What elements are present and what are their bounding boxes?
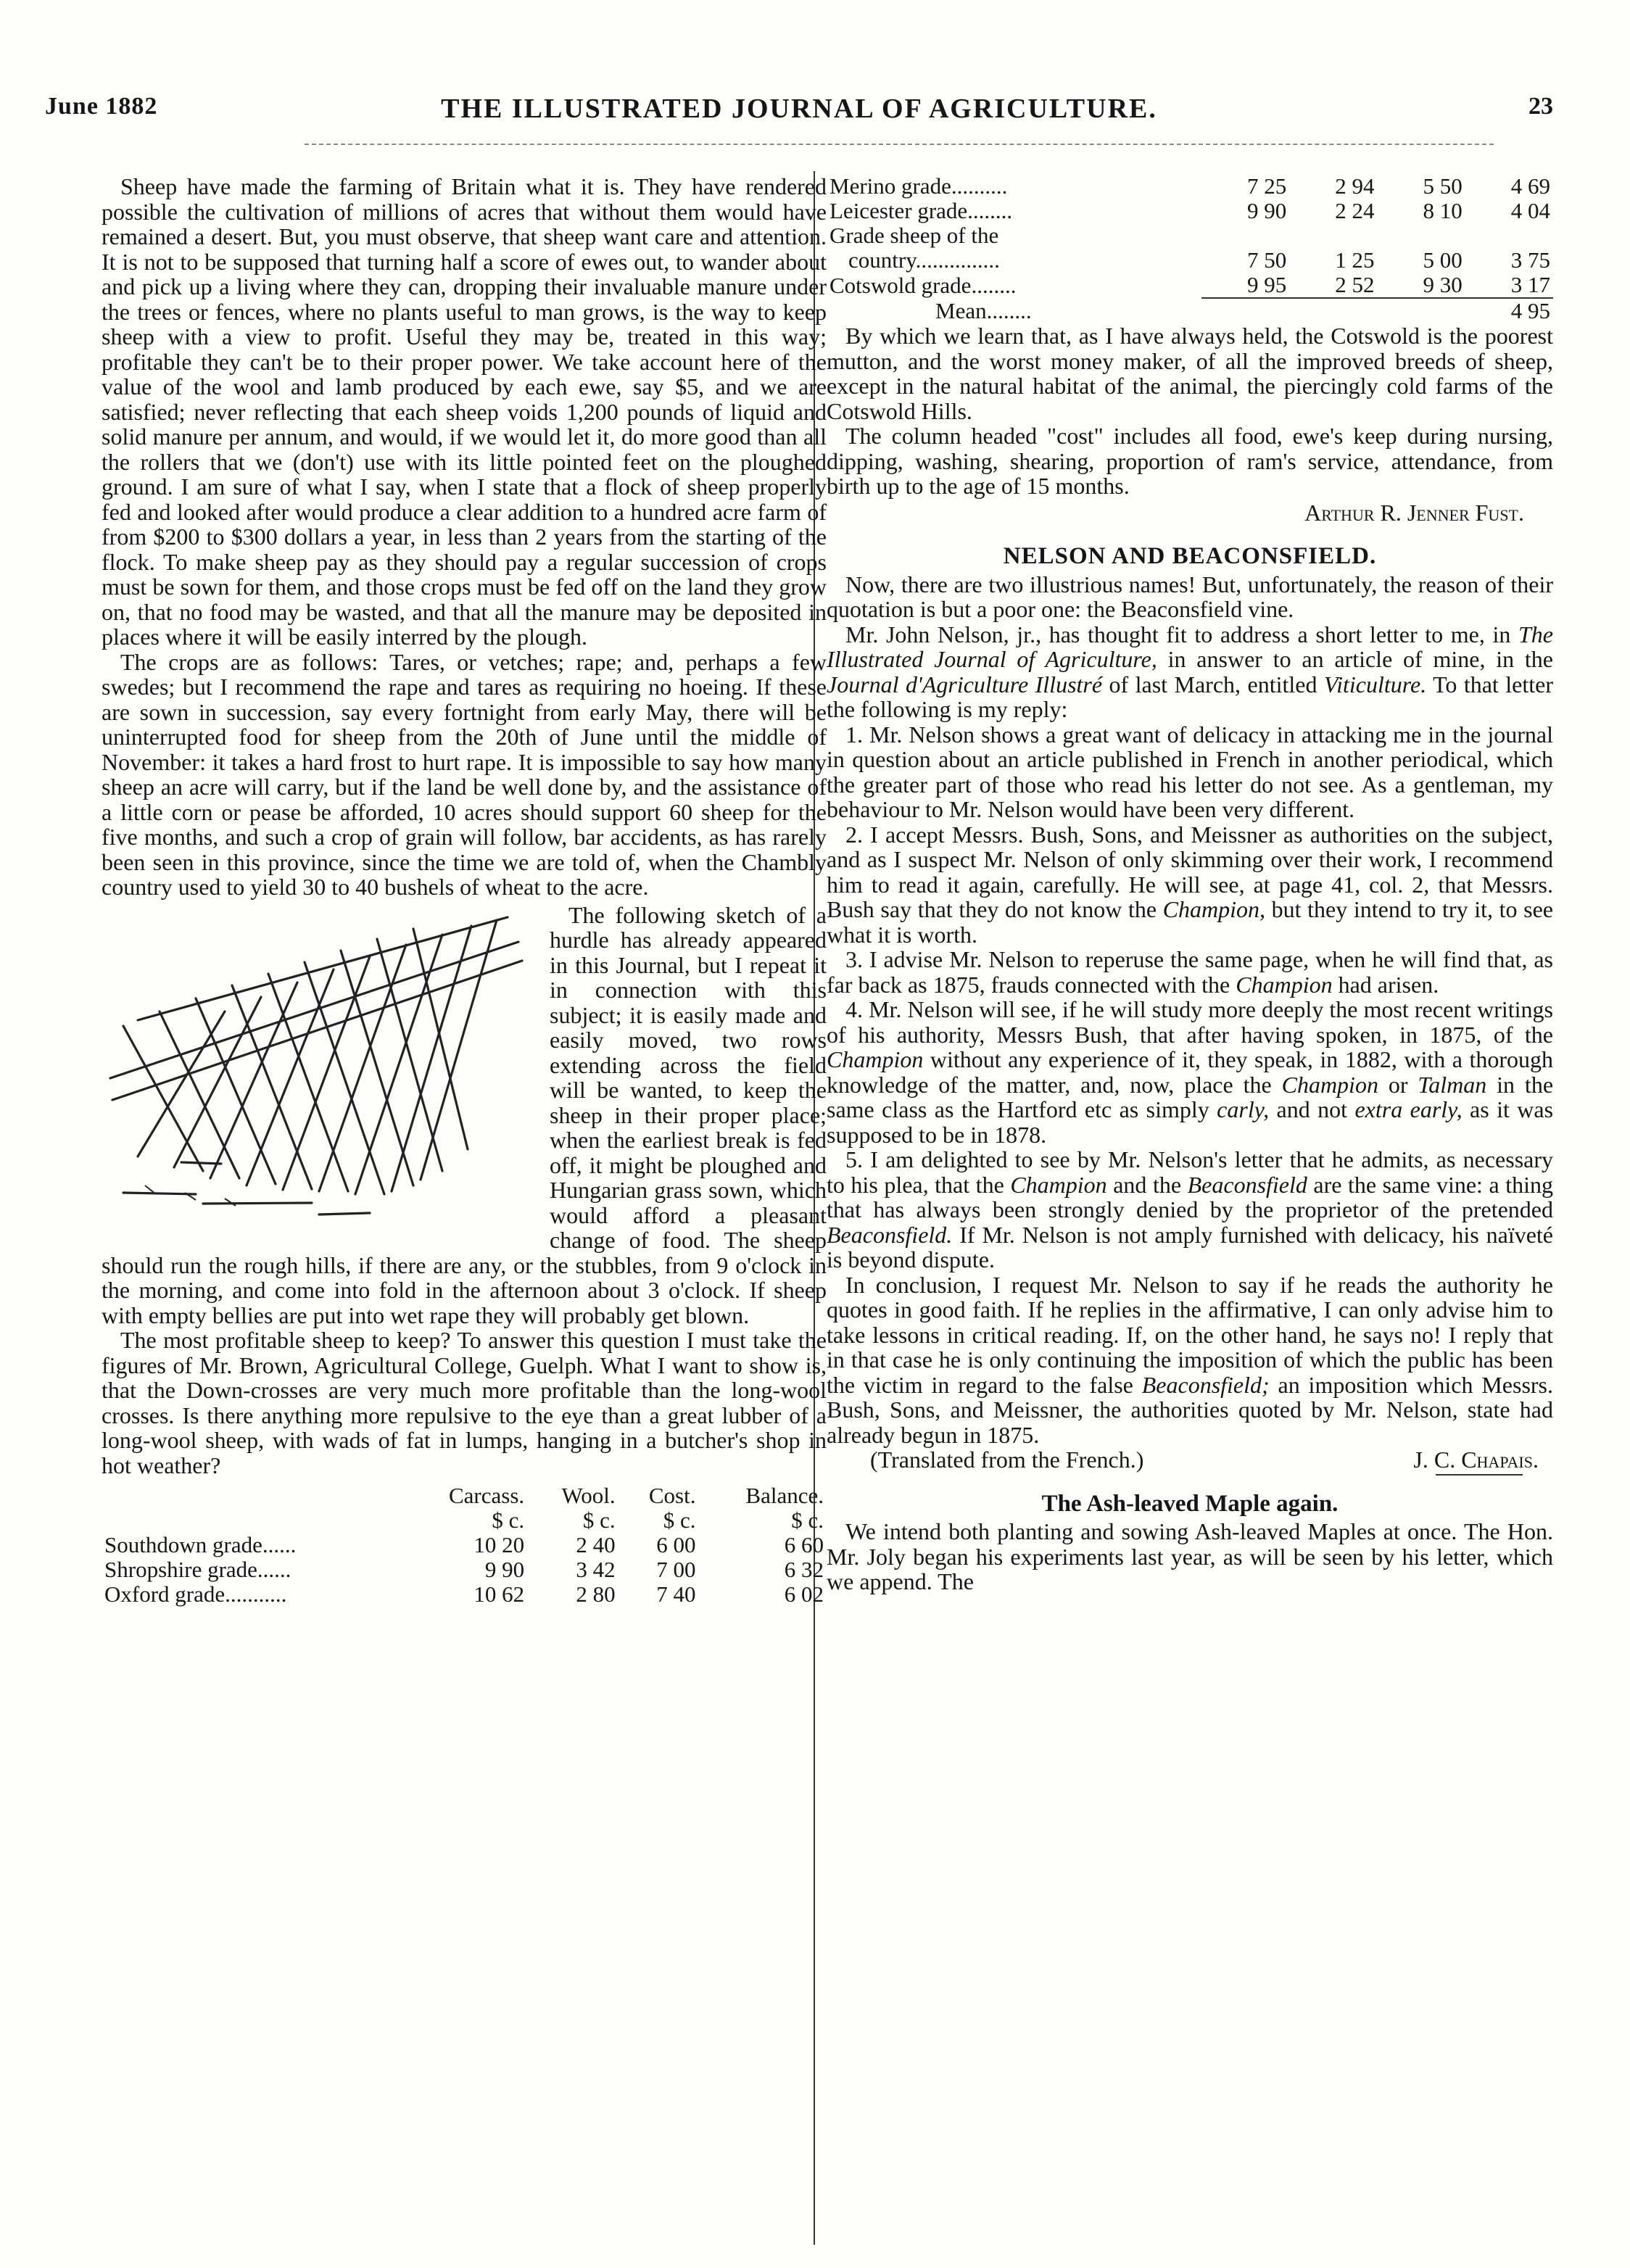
table-row bbox=[827, 248, 1553, 273]
hurdle-section bbox=[102, 903, 827, 1328]
table-cell: 5 00 bbox=[1423, 247, 1463, 273]
table-mean-row bbox=[827, 298, 1553, 323]
text-run: 5. I am delighted to see by Mr. Nelson's letter that he admits, as necessary to his plea, that the bbox=[827, 1146, 1553, 1198]
table-row bbox=[102, 1557, 827, 1582]
table-cell: 2 40 bbox=[576, 1532, 616, 1557]
journal-title: THE ILLUSTRATED JOURNAL OF AGRICULTURE. bbox=[441, 94, 1157, 124]
article-paragraph: The crops are as follows: Tares, or vetches; rape; and, perhaps a few swedes; but I recommend the rape and tares as requiring no hoeing. If these are sown in succession, say every fortnight from early May, there will be uninterrupted food for sheep from the 20th of June until the middle of November: it takes a hard frost to hurt rape. It is impossible to say how many sheep an acre will carry, but if the land be well done by, and the assistance of a little corn or pease be afforded, 10 acres should support 60 sheep for the five months, and such a crop of grain will follow, bar accidents, as has rarely been seen in this province, since the time we are told of, when the Chambly country used to yield 30 to 40 bushels of wheat to the acre. bbox=[102, 648, 827, 900]
right-column bbox=[827, 174, 1553, 1594]
author-signature: Arthur R. Jenner Fust. bbox=[1304, 499, 1524, 526]
table-cell: Leicester grade........ bbox=[830, 198, 1013, 223]
article-paragraph bbox=[827, 1272, 1553, 1448]
table-cell: $ c. bbox=[663, 1507, 696, 1533]
table-cell: 7 50 bbox=[1247, 247, 1287, 273]
table-cell: 7 40 bbox=[656, 1581, 696, 1607]
italic-text: Champion bbox=[1236, 971, 1333, 998]
table-cell: 7 25 bbox=[1247, 173, 1287, 199]
table-cell: 5 50 bbox=[1423, 173, 1463, 199]
table-cell: 6 60 bbox=[784, 1532, 824, 1557]
table-cell: 3 17 bbox=[1465, 273, 1553, 298]
text-run: or bbox=[1378, 1071, 1418, 1098]
text-run: and the bbox=[1106, 1171, 1188, 1198]
table-cell: 6 02 bbox=[784, 1581, 824, 1607]
table-cell: 3 42 bbox=[576, 1557, 616, 1582]
italic-text: Beaconsfield; bbox=[1141, 1371, 1270, 1398]
table-cell: 6 32 bbox=[784, 1557, 824, 1582]
italic-text: extra early, bbox=[1354, 1096, 1463, 1122]
section-heading: NELSON AND BEACONSFIELD. bbox=[1003, 543, 1377, 569]
table-cell: Mean........ bbox=[935, 298, 1032, 323]
table-cell: 4 69 bbox=[1510, 173, 1550, 199]
header-rule bbox=[305, 144, 1494, 145]
text-run: of last March, entitled bbox=[1102, 671, 1324, 698]
table-header: Balance. bbox=[745, 1483, 824, 1508]
text-run: without any experience of it, they speak, in 1882, with a thorough knowledge of the matter, and, now, place the bbox=[827, 1046, 1553, 1098]
table-header: Carcass. bbox=[449, 1483, 525, 1508]
text-run: but they intend to try it, to see what it is worth. bbox=[827, 896, 1553, 948]
article-paragraph bbox=[827, 622, 1553, 722]
table-cell: Cotswold grade........ bbox=[830, 272, 1017, 298]
text-run: 4. Mr. Nelson will see, if he will study more deeply the most recent writings of his authority, Messrs Bush, that after having spoken, in 1875, of the bbox=[827, 996, 1553, 1048]
table-cell: 9 30 bbox=[1377, 273, 1465, 298]
table-row bbox=[827, 273, 1553, 298]
sheep-profit-table-continued bbox=[827, 174, 1553, 323]
table-cell: 2 24 bbox=[1335, 198, 1375, 223]
italic-text: Beaconsfield bbox=[1187, 1171, 1307, 1198]
table-cell: country............... bbox=[848, 247, 1000, 273]
text-run: in the same class as the Hartford etc as simply bbox=[827, 1071, 1554, 1122]
table-cell: 6 00 bbox=[656, 1532, 696, 1557]
article-paragraph bbox=[827, 822, 1553, 948]
text-run: had arisen. bbox=[1332, 971, 1439, 998]
translation-note: (Translated from the French.) bbox=[870, 1447, 1144, 1473]
table-row bbox=[827, 174, 1553, 199]
table-cell: 2 52 bbox=[1289, 273, 1377, 298]
table-cell: Grade sheep of the bbox=[830, 223, 999, 248]
table-header: Cost. bbox=[648, 1483, 696, 1508]
table-cell: $ c. bbox=[582, 1507, 616, 1533]
table-cell: Merino grade.......... bbox=[830, 173, 1008, 199]
text-run: in answer to an article of mine, in the bbox=[1157, 646, 1554, 672]
sheep-profit-table bbox=[102, 1483, 827, 1607]
translation-line bbox=[870, 1447, 1539, 1473]
text-run: are the same vine: a thing that has always been strongly denied by the proprietor of the pretended bbox=[827, 1171, 1554, 1222]
italic-text: Champion bbox=[827, 1046, 924, 1072]
page-number: 23 bbox=[1528, 93, 1553, 120]
article-paragraph: 1. Mr. Nelson shows a great want of delicacy in attacking me in the journal in question about an article published in French in another periodical, which the greater part of those who read his letter do not see. As a gentleman, my behaviour to Mr. Nelson would have been very different. bbox=[827, 721, 1553, 822]
text-run: Mr. John Nelson, jr., has thought fit to address a short letter to me, in bbox=[845, 621, 1518, 647]
italic-text: Champion bbox=[1281, 1071, 1378, 1098]
table-header bbox=[102, 1483, 403, 1508]
article-paragraph bbox=[827, 947, 1553, 997]
table-cell: 8 10 bbox=[1423, 198, 1463, 223]
italic-text: Talman bbox=[1418, 1071, 1487, 1098]
table-cell: 2 94 bbox=[1335, 173, 1375, 199]
text-run: as it was supposed to be in 1878. bbox=[827, 1096, 1554, 1148]
table-cell: $ c. bbox=[492, 1507, 525, 1533]
table-cell: 9 90 bbox=[1247, 198, 1287, 223]
text-run: If Mr. Nelson is not amply furnished with delicacy, his naïveté is beyond dispute. bbox=[827, 1221, 1553, 1272]
issue-date: June 1882 bbox=[45, 93, 158, 120]
italic-text: Champion bbox=[1010, 1171, 1107, 1198]
text-run: 3. I advise Mr. Nelson to reperuse the same page, when he will find that, as far back as 1875, frauds connected with the bbox=[827, 946, 1553, 998]
table-cell: Oxford grade........... bbox=[104, 1581, 287, 1607]
table-header-row bbox=[102, 1483, 827, 1508]
article-paragraph bbox=[827, 1147, 1553, 1272]
table-units-row bbox=[102, 1508, 827, 1533]
table-cell: Shropshire grade...... bbox=[104, 1557, 291, 1582]
table-cell: 9 95 bbox=[1201, 273, 1289, 298]
text-run: To that letter the following is my reply: bbox=[827, 671, 1554, 722]
article-paragraph bbox=[827, 997, 1553, 1147]
table-header: Wool. bbox=[561, 1483, 616, 1508]
article-paragraph: Now, there are two illustrious names! But, unfortunately, the reason of their quotation is but a poor one: the Beaconsfield vine. bbox=[827, 571, 1553, 622]
left-column bbox=[102, 174, 827, 1607]
table-cell: Southdown grade...... bbox=[104, 1532, 297, 1557]
article-paragraph: The column headed "cost" includes all food, ewe's keep during nursing, dipping, washing, shearing, proportion of ram's service, attendance, from birth up to the age of 15 months. bbox=[827, 423, 1553, 499]
table-cell bbox=[102, 1508, 403, 1533]
article-paragraph: The most profitable sheep to keep? To answer this question I must take the figures of Mr. Brown, Agricultural College, Guelph. What I want to show is, that the Down-crosses are very much more profitable than the long-wool crosses. Is there anything more repulsive to the eye than a great lubber of a long-wool sheep, with wads of fat in lumps, hanging in a butcher's shop in hot weather? bbox=[102, 1327, 827, 1478]
italic-text: The Illustrated Journal of Agriculture, bbox=[827, 621, 1553, 672]
article-paragraph: Sheep have made the farming of Britain what it is. They have rendered possible the cultivation of millions of acres that without them would have remained a desert. But, you must observe, that sheep want care and attention. It is not to be supposed that turning half a score of ewes out, to wander about and pick up a living where they can, dropping their invaluable manure under the trees or fences, where no plants useful to man grows, is the way to keep sheep with a view to profit. Useful they may be, treated in this way; profitable they can't be to their proper power. We take account here of the value of the wool and lamb produced by each ewe, say $5, and we are satisfied; never reflecting that each sheep voids 1,200 pounds of liquid and solid manure per annum, and would, if we would let it, do more good than all the rollers that we (don't) use with its little pointed feet on the ploughed ground. I am sure of what I say, when I state that a flock of sheep properly fed and looked after would produce a clear addition to a hundred acre farm of from $200 to $300 dollars a year, in less than 2 years from the starting of the flock. To make sheep pay as they should pay a regular succession of crops must be sown for them, and those crops must be fed off on the land they grow on, that no food may be wasted, and that all the manure may be deposited in places where it will be easily interred by the plough. bbox=[102, 173, 827, 650]
article-paragraph: By which we learn that, as I have always held, the Cotswold is the poorest mutton, and the worst money maker, of all the improved breeds of sheep, except in the natural habitat of the animal, the piercingly cold farms of the Cotswold Hills. bbox=[827, 323, 1553, 424]
italic-text: Beaconsfield. bbox=[827, 1221, 953, 1248]
author-signature: J. C. Chapais. bbox=[1413, 1447, 1539, 1473]
table-cell: 10 62 bbox=[473, 1581, 525, 1607]
italic-text: Champion, bbox=[1162, 896, 1266, 922]
table-cell: 4 04 bbox=[1510, 198, 1550, 223]
italic-text: Viticulture. bbox=[1323, 671, 1427, 698]
page-header bbox=[45, 93, 1553, 133]
text-run: 2. I accept Messrs. Bush, Sons, and Meissner as authorities on the subject, and as I suspect Mr. Nelson of only skimming over their work, I recommend him to read it again, carefully. He will see, at page 41, col. 2, that Messrs. Bush say that they do not know the bbox=[827, 821, 1553, 922]
table-row bbox=[827, 199, 1553, 223]
table-cell: 3 75 bbox=[1510, 247, 1550, 273]
table-row bbox=[102, 1582, 827, 1607]
table-row bbox=[102, 1533, 827, 1557]
text-run: In conclusion, I request Mr. Nelson to say if he reads the authority he quotes in good faith. If he replies in the affirmative, I can only advise him to take lessons in critical reading. If, on the other hand, he says no! I reply that in that case he is only continuing the imposition of which the public has been the victim in regard to the false bbox=[827, 1271, 1553, 1398]
table-row bbox=[827, 223, 1553, 248]
table-cell: 7 00 bbox=[656, 1557, 696, 1582]
article-paragraph: The following sketch of a hurdle has already appeared in this Journal, but I repeat it in connection with this subject; it is easily made and easily moved, two rows extending across the field will be wanted, to keep the sheep in their proper place; when the earliest break is fed off, it might be ploughed and Hungarian grass sown, which would afford a pleasant change of food. The sheep should run the rough hills, if there are any, or the stubbles, from 9 o'clock in the morning, and come into fold in the afternoon about 3 o'clock. If sheep with empty bellies are put into wet rape they will probably get blown. bbox=[102, 901, 827, 1328]
table-cell: 2 80 bbox=[576, 1581, 616, 1607]
italic-text: carly, bbox=[1217, 1096, 1270, 1122]
section-rule bbox=[1436, 1474, 1523, 1476]
table-cell: 1 25 bbox=[1335, 247, 1375, 273]
hurdle-illustration bbox=[94, 910, 537, 1229]
table-cell: $ c. bbox=[791, 1507, 824, 1533]
text-run: an imposition which Messrs. Bush, Sons, and Meissner, the authorities quoted by Mr. Nelson, state had already begun in 1875. bbox=[827, 1371, 1554, 1448]
italic-text: Journal d'Agriculture Illustré bbox=[827, 671, 1103, 698]
text-run: and not bbox=[1269, 1096, 1355, 1122]
table-cell: 10 20 bbox=[473, 1532, 525, 1557]
table-cell: 9 90 bbox=[484, 1557, 525, 1582]
table-cell: 4 95 bbox=[1510, 298, 1550, 323]
section-heading: The Ash-leaved Maple again. bbox=[1041, 1490, 1339, 1517]
article-paragraph: We intend both planting and sowing Ash-leaved Maples at once. The Hon. Mr. Joly began his experiments last year, as will be seen by his letter, which we append. The bbox=[827, 1518, 1553, 1594]
